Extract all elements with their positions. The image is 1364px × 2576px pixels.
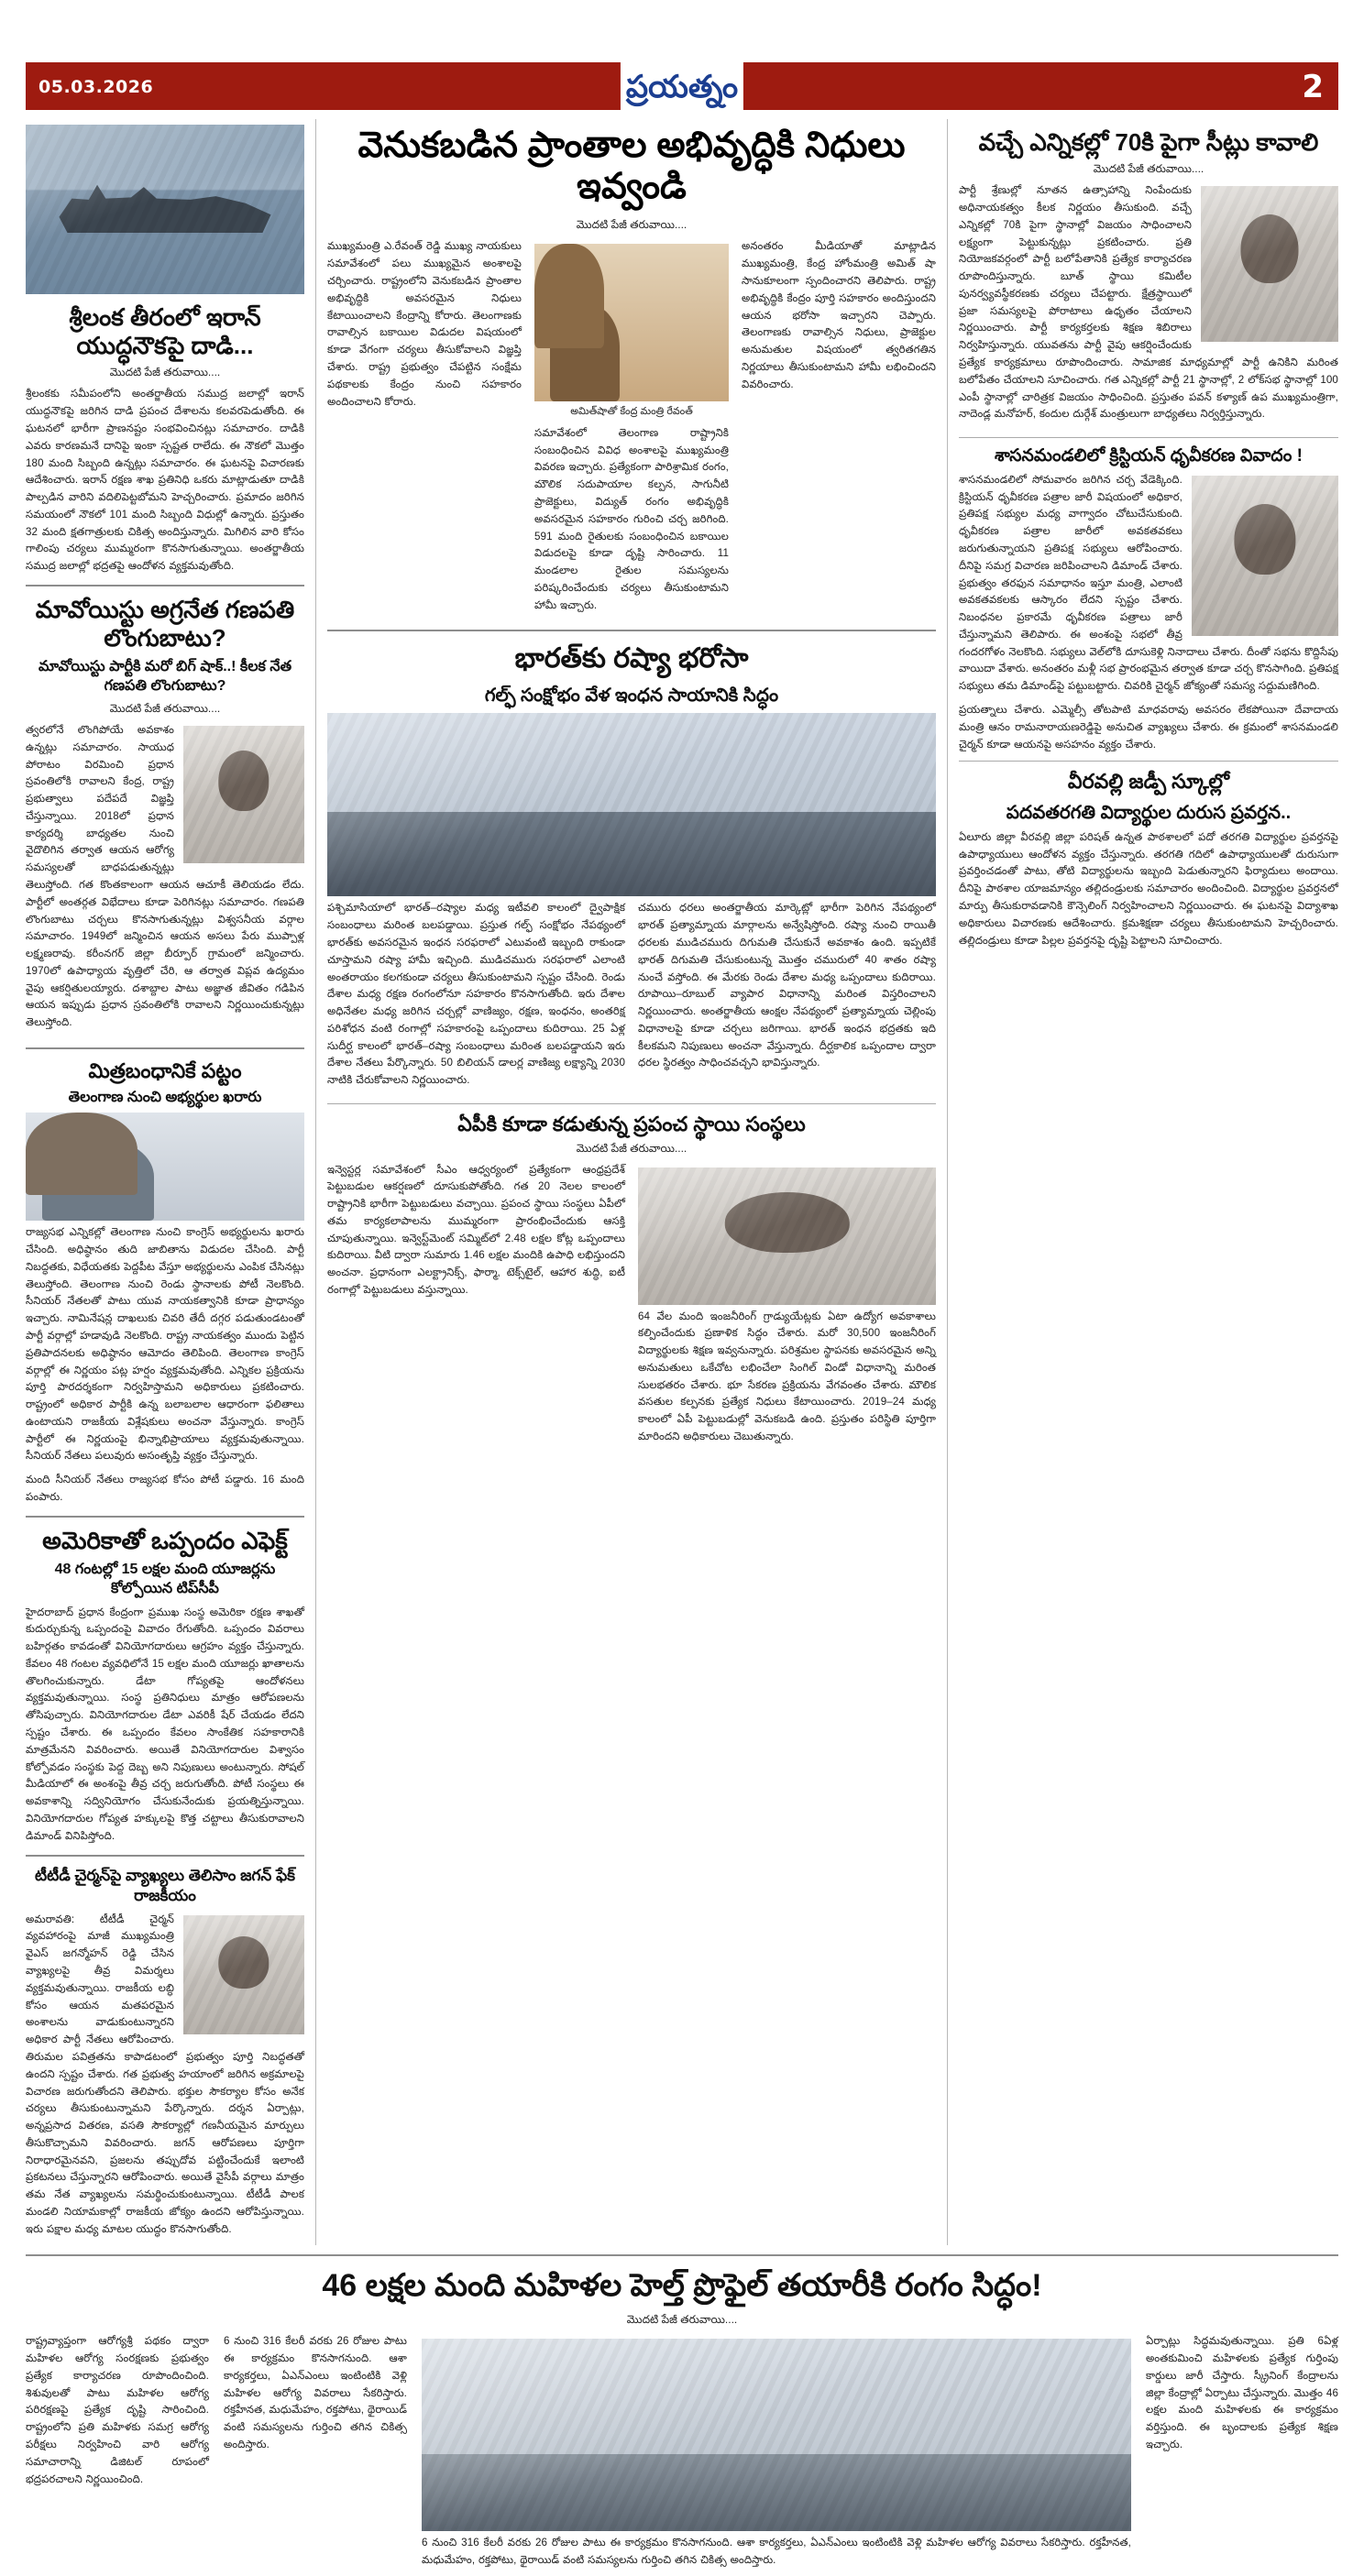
- divider: [26, 1047, 304, 1049]
- candidates-photo: [26, 1113, 304, 1221]
- lead-col-1: ముఖ్యమంత్రి ఎ.రేవంత్ రెడ్డి ముఖ్య నాయకులు సమావేశంలో పలు ముఖ్యమైన అంశాలపై చర్చించారు. రాష్ట్రంలోని వెనుకబడిన ప్రాంతాల అభివృద్ధికి అవసరమైన నిధులు కేటాయించాలని కేంద్రాన్ని కోరారు. తెలంగాణకు రావాల్సిన బకాయిల విడుదల విషయంలో కూడా వేగంగా చర్యలు తీసుకోవాలని విజ్ఞప్తి చేశారు. రాష్ట్ర ప్రభుత్వం చేపట్టిన సంక్షేమ పథకాలకు కేంద్రం నుంచి సహకారం అందించాలని కోరారు.: [327, 240, 522, 408]
- article-body-seats: పార్టీ శ్రేణుల్లో నూతన ఉత్సాహాన్ని నింపేందుకు అధినాయకత్వం కీలక నిర్ణయం తీసుకుంది. వచ్చే ఎన్నికల్లో 70కి పైగా స్థానాల్లో విజయం సాధించాలని లక్ష్యంగా పెట్టుకున్నట్లు ప్రకటించారు. ప్రతి నియోజకవర్గంలో పార్టీ బలోపేతానికి ప్రత్యేక కార్యాచరణ రూపొందిస్తున్నారు. బూత్ స్థాయి కమిటీల పునర్వ్యవస్థీకరణకు చర్యలు చేపట్టారు. క్షేత్రస్థాయిలో ప్రజా సమస్యలపై పోరాటాలు ఉధృతం చేయాలని నిర్ణయించారు. పార్టీ కార్యకర్తలకు శిక్షణ శిబిరాలు నిర్వహిస్తున్నారు. యువతను పార్టీ వైపు ఆకర్షించేందుకు ప్రత్యేక కార్యక్రమాలు రూపొందించారు. సామాజిక మాధ్యమాల్లో పార్టీ ఉనికిని మరింత బలోపేతం చేయాలని సూచించారు. గత ఎన్నికల్లో పార్టీ 21 స్థానాల్లో, 2 లోక్‌సభ స్థానాల్లో 100 ఎంపీ స్థానాల్లో చారిత్రక విజయం సాధించింది. ప్రస్తుతం పవన్ కళ్యాణ్ ఉప ముఖ్యమంత్రిగా, నాదెండ్ల మనోహర్, కందుల దుర్గేశ్ మంత్రులుగా బాధ్యతలు నిర్వర్తిస్తున్నారు.: [959, 184, 1338, 421]
- bottom-divider: [26, 2254, 1338, 2256]
- newspaper-page: [0, 62, 1364, 2567]
- article-subhead-veeravalli: పదవతరగతి విద్యార్థుల దురుస ప్రవర్తన..: [1006, 802, 1292, 823]
- continued-note: మొదటి పేజీ తరువాయి....: [1093, 162, 1204, 176]
- divider: [327, 1103, 936, 1104]
- divider: [26, 585, 304, 586]
- jagan-portrait: [183, 1915, 304, 2034]
- lead-article-body: [327, 238, 936, 620]
- right-column: [948, 119, 1338, 2245]
- article-headline-america: అమెరికాతో ఒప్పందం ఎఫెక్ట్: [42, 1526, 288, 1554]
- bottom-story: [26, 2267, 1338, 2576]
- putin-modi-photo: [327, 713, 936, 896]
- newspaper-logo: [621, 60, 743, 115]
- article-headline-seats: వచ్చే ఎన్నికల్లో 70కి పైగా సీట్లు కావాలి: [978, 128, 1319, 156]
- divider: [26, 1516, 304, 1518]
- divider: [327, 630, 936, 631]
- article-body-srilanka: శ్రీలంకకు సమీపంలోని అంతర్జాతీయ సముద్ర జలాల్లో ఇరాన్ యుద్ధనౌకపై జరిగిన దాడి ప్రపంచ దేశాలను కలవరపెడుతోంది. ఈ ఘటనలో భారీగా ప్రాణనష్టం సంభవించినట్లు సమాచారం. దాడికి ఎవరు కారణమనే దానిపై ఇంకా స్పష్టత రాలేదు. ఈ నౌకలో మొత్తం 180 మంది సిబ్బంది ఉన్నట్లు సమాచారం. ఈ ఘటనపై విచారణకు ఆదేశించారు. ఇరాన్ రక్షణ శాఖ ప్రతినిధి ఒకరు మాట్లాడుతూ దాడికి పాల్పడిన వారిని వదిలిపెట్టబోమని హెచ్చరించారు. ప్రమాదం జరిగిన సమయంలో నౌకలో 101 మంది సిబ్బంది విధుల్లో ఉన్నారు. ప్రస్తుతం 32 మంది క్షతగాత్రులకు చికిత్స అందిస్తున్నారు. మిగిలిన వారి కోసం గాలింపు చర్యలు ముమ్మరంగా కొనసాగుతున్నాయి. అంతర్జాతీయ సముద్ర జలాల్లో భద్రతపై ఆందోళన వ్యక్తమవుతోంది.: [26, 388, 304, 573]
- article-headline-health: 46 లక్షల మంది మహిళల హెల్త్ ప్రొఫైల్ తయారీకి రంగం సిద్ధం!: [322, 2267, 1042, 2303]
- ganapathy-portrait: [183, 726, 304, 863]
- publication-date: 05.03.2026: [38, 77, 154, 97]
- agencies-col-2: 64 వేల మంది ఇంజనీరింగ్ గ్రాడ్యుయేట్లకు ఏటా ఉద్యోగ అవకాశాలు కల్పించేందుకు ప్రణాళిక సిద్ధం చేశారు. మరో 30,500 ఇంజనీరింగ్ విద్యార్థులకు శిక్షణ ఇవ్వనున్నారు. పరిశ్రమల స్థాపనకు అవసరమైన అన్ని అనుమతులు ఒకేచోట లభించేలా సింగిల్ విండో విధానాన్ని మరింత సులభతరం చేశారు. భూ సేకరణ ప్రక్రియను వేగవంతం చేశారు. మౌలిక వసతుల కల్పనకు ప్రత్యేక నిధులు కేటాయించారు. 2019–24 మధ్య కాలంలో ఏపీ పెట్టుబడుల్లో వెనుకబడి ఉంది. ప్రస్తుతం పరిస్థితి పూర్తిగా మారిందని అధికారులు చెబుతున్నారు.: [638, 1310, 936, 1443]
- article-body-ttd: అమరావతి: టీటీడీ చైర్మన్ వ్యవహారంపై మాజీ ముఖ్యమంత్రి వైఎస్ జగన్మోహన్ రెడ్డి చేసిన వ్యాఖ్యలపై తీవ్ర విమర్శలు వ్యక్తమవుతున్నాయి. రాజకీయ లబ్ధి కోసం ఆయన మతపరమైన అంశాలను వాడుకుంటున్నారని అధికార పార్టీ నేతలు ఆరోపించారు. తిరుమల పవిత్రతను కాపాడటంలో ప్రభుత్వం పూర్తి నిబద్ధతతో ఉందని స్పష్టం చేశారు. గత ప్రభుత్వ హయాంలో జరిగిన అక్రమాలపై విచారణ జరుగుతోందని తెలిపారు. భక్తుల సౌకర్యాల కోసం అనేక చర్యలు తీసుకుంటున్నామని పేర్కొన్నారు. దర్శన ఏర్పాట్లు, అన్నప్రసాద వితరణ, వసతి సౌకర్యాల్లో గణనీయమైన మార్పులు తీసుకొచ్చామని వివరించారు. జగన్ ఆరోపణలు పూర్తిగా నిరాధారమైనవని, ప్రజలను తప్పుదోవ పట్టించేందుకే ఇలాంటి ప్రకటనలు చేస్తున్నారని ఆరోపించారు. అయితే వైసీపీ వర్గాలు మాత్రం తమ నేత వ్యాఖ్యలను సమర్థించుకుంటున్నాయి. టీటీడీ పాలక మండలి నియామకాల్లో రాజకీయ జోక్యం ఉందని ఆరోపిస్తున్నాయి. ఇరు పక్షాల మధ్య మాటల యుద్ధం కొనసాగుతోంది.: [26, 1913, 304, 2235]
- article-subhead-mitra: తెలంగాణ నుంచి అభ్యర్థుల ఖరారు: [68, 1089, 262, 1105]
- continued-note: మొదటి పేజీ తరువాయి....: [576, 1141, 688, 1155]
- left-column: [26, 119, 315, 2245]
- continued-note: మొదటి పేజీ తరువాయి....: [626, 2313, 738, 2327]
- russia-col-1: పశ్చిమాసియాలో భారత్‌–రష్యాల మధ్య ఇటీవలి కాలంలో ద్వైపాక్షిక సంబంధాలు మరింత బలపడ్డాయి. ప్రస్తుత గల్ఫ్ సంక్షోభం నేపథ్యంలో భారత్‌కు అవసరమైన ఇంధన సరఫరాలో ఎటువంటి ఇబ్బంది రాకుండా చూస్తామని రష్యా హామీ ఇచ్చింది. ముడిచమురు సరఫరాలో ఎలాంటి అంతరాయం కలగకుండా చర్యలు తీసుకుంటామని స్పష్టం చేసింది. రెండు దేశాల మధ్య రక్షణ రంగంలోనూ సహకారం కొనసాగుతోంది. ఇరు దేశాల అధినేతల మధ్య జరిగిన చర్చల్లో వాణిజ్యం, రక్షణ, ఇంధనం, అంతరిక్ష పరిశోధన వంటి రంగాల్లో సహకారంపై ఒప్పందాలు కుదిరాయి. 25 ఏళ్ల సుదీర్ఘ కాలంలో భారత్‌–రష్యా సంబంధాలు మరింత బలపడ్డాయని ఇరు దేశాల నేతలు పేర్కొన్నారు. 50 బిలియన్ డాలర్ల వాణిజ్య లక్ష్యాన్ని 2030 నాటికి చేరుకోవాలని నిర్ణయించారు.: [327, 902, 625, 1087]
- divider: [959, 437, 1338, 438]
- continued-note: మొదటి పేజీ తరువాయి....: [109, 366, 221, 379]
- article-body-christian: శాసనమండలిలో సోమవారం జరిగిన చర్చ వేడెక్కింది. క్రిస్టియన్ ధృవీకరణ పత్రాల జారీ విషయంలో అధికార, ప్రతిపక్ష సభ్యుల మధ్య వాగ్వాదం చోటుచేసుకుంది. ధృవీకరణ పత్రాల జారీలో అవకతవకలు జరుగుతున్నాయని ప్రతిపక్ష సభ్యులు ఆరోపించారు. దీనిపై సమగ్ర విచారణ జరిపించాలని డిమాండ్ చేశారు. ప్రభుత్వం తరఫున సమాధానం ఇస్తూ మంత్రి, ఎలాంటి అవకతవకలకు ఆస్కారం లేదని స్పష్టం చేశారు. నిబంధనల ప్రకారమే ధృవీకరణ పత్రాలు జారీ చేస్తున్నామని తెలిపారు. ఈ అంశంపై సభలో తీవ్ర గందరగోళం నెలకొంది. సభ్యులు వెల్‌లోకి దూసుకెళ్లి నినాదాలు చేశారు. దీంతో సభను కొద్దిసేపు వాయిదా వేశారు. అనంతరం మళ్లీ సభ ప్రారంభమైన తర్వాత కూడా చర్చ కొనసాగింది. ప్రతిపక్ష సభ్యులు తమ డిమాండ్‌పై పట్టుబట్టారు. చివరికి చైర్మన్ జోక్యంతో సమస్య సద్దుమణిగింది.: [959, 473, 1338, 693]
- health-col-1b: 6 నుంచి 316 కేలరీ వరకు 26 రోజుల పాటు ఈ కార్యక్రమం కొనసాగనుంది. ఆశా కార్యకర్తలు, ఏఎన్ఎంలు ఇంటింటికి వెళ్లి మహిళల ఆరోగ్య వివరాలు సేకరిస్తారు. రక్తహీనత, మధుమేహం, రక్తపోటు, థైరాయిడ్ వంటి సమస్యలను గుర్తించి తగిన చికిత్స అందిస్తారు.: [224, 2335, 407, 2451]
- continued-note: మొదటి పేజీ తరువాయి....: [576, 218, 688, 232]
- article-headline-russia: భారత్‌కు రష్యా భరోసా: [514, 643, 749, 674]
- article-headline-agencies: ఏపీకి కూడా కడుతున్న ప్రపంచ స్థాయి సంస్థలు: [457, 1113, 806, 1136]
- article-headline-veeravalli: వీరవల్లి జడ్పీ స్కూల్లో: [1067, 770, 1230, 794]
- article-body-mitra-2: మంది సీనియర్ నేతలు రాజ్యసభ కోసం పోటీ పడ్డారు. 16 మంది పంపారు.: [26, 1474, 304, 1504]
- speaker-portrait: [1192, 476, 1338, 636]
- russia-article-body: [327, 900, 936, 1096]
- leader-portrait-seats: [1201, 186, 1338, 342]
- article-headline-christian: శాసనమండలిలో క్రిస్టియన్ ధృవీకరణ వివాదం !: [995, 446, 1303, 466]
- article-headline-srilanka: శ్రీలంక తీరంలో ఇరాన్ యుద్ధనౌకపై దాడి...: [69, 303, 261, 360]
- article-body-mitra: రాజ్యసభ ఎన్నికల్లో తెలంగాణ నుంచి కాంగ్రెస్ అభ్యర్థులను ఖరారు చేసింది. అధిష్ఠానం తుది జాబితాను విడుదల చేసింది. పార్టీ నిబద్ధతకు, విధేయతకు పెద్దపీట వేస్తూ అభ్యర్థులను ఎంపిక చేసినట్లు తెలుస్తోంది. తెలంగాణ నుంచి రెండు స్థానాలకు పోటీ నెలకొంది. సీనియర్ నేతలతో పాటు యువ నాయకత్వానికి కూడా ప్రాధాన్యం ఇచ్చారు. నామినేషన్ల దాఖలుకు చివరి తేదీ దగ్గర పడుతుండటంతో పార్టీ వర్గాల్లో హడావుడి నెలకొంది. రాష్ట్ర నాయకత్వం ముందు పెట్టిన ప్రతిపాదనలకు అధిష్ఠానం ఆమోదం తెలిపింది. తెలంగాణ కాంగ్రెస్ వర్గాల్లో ఈ నిర్ణయం పట్ల హర్షం వ్యక్తమవుతోంది. ఎన్నికల ప్రక్రియను పూర్తి పారదర్శకంగా నిర్వహిస్తామని అధికారులు ప్రకటించారు. రాష్ట్రంలో అధికార పార్టీకి ఉన్న బలాబలాల ఆధారంగా ఫలితాలు ఉంటాయని రాజకీయ విశ్లేషకులు అంచనా వేస్తున్నారు. కాంగ్రెస్ పార్టీలో ఈ నిర్ణయంపై భిన్నాభిప్రాయాలు వ్యక్తమవుతున్నాయి. సీనియర్ నేతలు పలువురు అసంతృప్తి వ్యక్తం చేస్తున్నారు.: [26, 1226, 304, 1463]
- health-meeting-photo: [422, 2339, 1131, 2531]
- agencies-col-1: ఇన్వెస్టర్ల సమావేశంలో సీఎం ఆధ్వర్యంలో ప్రత్యేకంగా ఆంధ్రప్రదేశ్ పెట్టుబడుల ఆకర్షణలో దూసుకుపోతోంది. గత 20 నెలల కాలంలో రాష్ట్రానికి భారీగా పెట్టుబడులు వచ్చాయి. ప్రపంచ స్థాయి సంస్థలు ఏపీలో తమ కార్యకలాపాలను ముమ్మరంగా ప్రారంభించేందుకు ఆసక్తి చూపుతున్నాయి. ఇన్వెస్ట్‌మెంట్ సమ్మిట్‌లో 2.48 లక్షల కోట్ల ఒప్పందాలు కుదిరాయి. వీటి ద్వారా సుమారు 1.46 లక్షల మందికి ఉపాధి లభిస్తుందని అంచనా. ప్రధానంగా ఎలక్ట్రానిక్స్, ఫార్మా, టెక్స్‌టైల్, ఆహార శుద్ధి, ఐటీ రంగాల్లో పెట్టుబడులు వస్తున్నాయి.: [327, 1163, 625, 1297]
- article-subhead-maoist: మావోయిస్టు పార్టీకి మరో బిగ్ షాక్..! కీలక నేత గణపతి లొంగుబాటు?: [38, 659, 292, 695]
- health-article-body: [26, 2333, 1338, 2576]
- lead-col-2: సమావేశంలో తెలంగాణ రాష్ట్రానికి సంబంధించిన వివిధ అంశాలపై ముఖ్యమంత్రి వివరణ ఇచ్చారు. ప్రత్యేకంగా పారిశ్రామిక రంగం, మౌలిక సదుపాయాల కల్పన, సాగునీటి ప్రాజెక్టులు, విద్యుత్ రంగం అభివృద్ధికి అవసరమైన సహకారం గురించి చర్చ జరిగింది. 591 మంది రైతులకు సంబంధించిన బకాయిల విడుదలపై కూడా దృష్టి సారించారు. 11 మండలాల రైతుల సమస్యలను పరిష్కరించేందుకు చర్యలు తీసుకుంటామని హామీ ఇచ్చారు.: [534, 426, 729, 611]
- center-column: [315, 119, 948, 2245]
- health-col-2: 6 నుంచి 316 కేలరీ వరకు 26 రోజుల పాటు ఈ కార్యక్రమం కొనసాగనుంది. ఆశా కార్యకర్తలు, ఏఎన్ఎంలు ఇంటింటికి వెళ్లి మహిళల ఆరోగ్య వివరాలు సేకరిస్తారు. రక్తహీనత, మధుమేహం, రక్తపోటు, థైరాయిడ్ వంటి సమస్యలను గుర్తించి తగిన చికిత్స అందిస్తారు.: [422, 2537, 1131, 2567]
- article-subhead-america: 48 గంటల్లో 15 లక్షల మంది యూజర్లను కోల్పోయిన టిప్‌సీపీ: [54, 1561, 276, 1596]
- health-col-1: రాష్ట్రవ్యాప్తంగా ఆరోగ్యశ్రీ పథకం ద్వారా మహిళల ఆరోగ్య సంరక్షణకు ప్రభుత్వం ప్రత్యేక కార్యాచరణ రూపొందించింది. శిశువులతో పాటు మహిళల ఆరోగ్య పరిరక్షణపై ప్రత్యేక దృష్టి సారించింది. రాష్ట్రంలోని ప్రతి మహిళకు సమగ్ర ఆరోగ్య పరీక్షలు నిర్వహించి వారి ఆరోగ్య సమాచారాన్ని డిజిటల్ రూపంలో భద్రపరచాలని నిర్ణయించింది.: [26, 2335, 209, 2485]
- warship-photo: [26, 125, 304, 294]
- page-columns: [26, 119, 1338, 2245]
- photo-caption: అమిత్‌షాతో కేంద్ర మంత్రి రేవంత్: [570, 406, 693, 418]
- article-headline-maoist: మావోయిస్టు అగ్రనేత గణపతి లొంగుబాటు?: [35, 595, 295, 652]
- article-subhead-russia: గల్ఫ్ సంక్షోభం వేళ ఇంధన సాయానికి సిద్ధం: [484, 685, 779, 707]
- article-body-america: హైదరాబాద్ ప్రధాన కేంద్రంగా ప్రముఖ సంస్థ అమెరికా రక్షణ శాఖతో కుదుర్చుకున్న ఒప్పందంపై వివాదం రేగుతోంది. ఒప్పందం వివరాలు బహిర్గతం కావడంతో వినియోగదారులు ఆగ్రహం వ్యక్తం చేస్తున్నారు. కేవలం 48 గంటల వ్యవధిలోనే 15 లక్షల మంది యూజర్లు ఖాతాలను తొలగించుకున్నారు. డేటా గోప్యతపై ఆందోళనలు వ్యక్తమవుతున్నాయి. సంస్థ ప్రతినిధులు మాత్రం ఆరోపణలను తోసిపుచ్చారు. వినియోగదారుల డేటా ఎవరికీ షేర్ చేయడం లేదని స్పష్టం చేశారు. ఈ ఒప్పందం కేవలం సాంకేతిక సహకారానికి మాత్రమేనని వివరించారు. అయితే వినియోగదారుల విశ్వాసం కోల్పోవడం సంస్థకు పెద్ద దెబ్బ అని నిపుణులు అంటున్నారు. సోషల్ మీడియాలో ఈ అంశంపై తీవ్ర చర్చ జరుగుతోంది. పోటీ సంస్థలు ఈ అవకాశాన్ని సద్వినియోగం చేసుకునేందుకు ప్రయత్నిస్తున్నాయి. వినియోగదారుల గోప్యత హక్కులపై కొత్త చట్టాలు తీసుకురావాలని డిమాండ్ వినిపిస్తోంది.: [26, 1606, 304, 1842]
- divider: [26, 1855, 304, 1857]
- logo-text: ప్రయత్నం: [625, 71, 739, 104]
- agencies-article-body: [327, 1162, 936, 1452]
- divider: [959, 761, 1338, 762]
- lead-headline: వెనుకబడిన ప్రాంతాల అభివృద్ధికి నిధులు ఇవ్వండి: [358, 126, 906, 207]
- chandrababu-portrait: [638, 1167, 936, 1305]
- article-body-christian-2: ప్రయత్నాలు చేశారు. ఎమ్మెల్సీ తోటపాటి మాధవరావు అవసరం లేకపోయినా దేవాదాయ మంత్రి ఆనం రామనారాయణరెడ్డిపై అనుచిత వ్యాఖ్యలు చేశారు. ఈ క్రమంలో శాసనమండలి చైర్మన్ కూడా ఆయనపై అసహనం వ్యక్తం చేశారు.: [959, 704, 1338, 751]
- article-headline-ttd: టీటీడీ చైర్మన్‌పై వ్యాఖ్యలు తెలిసాం జగన్ ఫేక్ రాజకీయం: [34, 1866, 296, 1904]
- article-body-maoist: త్వరలోనే లొంగిపోయే అవకాశం ఉన్నట్లు సమాచారం. సాయుధ పోరాటం విరమించి ప్రధాన స్రవంతిలోకి రావాలని కేంద్ర, రాష్ట్ర ప్రభుత్వాలు పదేపదే విజ్ఞప్తి చేస్తున్నాయి. 2018లో ప్రధాన కార్యదర్శి బాధ్యతల నుంచి వైదొలిగిన తర్వాత ఆయన ఆరోగ్య సమస్యలతో బాధపడుతున్నట్లు తెలుస్తోంది. గత కొంతకాలంగా ఆయన ఆచూకీ తెలియడం లేదు. పార్టీలో అంతర్గత విభేదాలు కూడా పెరిగినట్లు సమాచారం. గణపతి లొంగుబాటు చర్చలు కొనసాగుతున్నట్లు విశ్వసనీయ వర్గాల సమాచారం. 1949లో జన్మించిన ఆయన అసలు పేరు ముప్పాళ్ల లక్ష్మణరావు. కరీంనగర్ జిల్లా బీర్పూర్ గ్రామంలో జన్మించారు. 1970లో ఉపాధ్యాయ వృత్తిలో చేరి, ఆ తర్వాత విప్లవ ఉద్యమం వైపు ఆకర్షితులయ్యారు. దశాబ్దాల పాటు అజ్ఞాత జీవితం గడిపిన ఆయన ఇప్పుడు ప్రధాన స్రవంతిలోకి రావాలని నిర్ణయించుకున్నట్లు తెలుస్తోంది.: [26, 723, 304, 1029]
- article-body-veeravalli: ఏలూరు జిల్లా వీరవల్లి జిల్లా పరిషత్ ఉన్నత పాఠశాలలో పదో తరగతి విద్యార్థుల ప్రవర్తనపై ఉపాధ్యాయులు ఆందోళన వ్యక్తం చేస్తున్నారు. తరగతి గదిలో ఉపాధ్యాయులతో దురుసుగా ప్రవర్తించడంతో పాటు, తోటి విద్యార్థులను ఇబ్బంది పెడుతున్నారని ఫిర్యాదులు అందాయి. దీనిపై పాఠశాల యాజమాన్యం తల్లిదండ్రులకు సమాచారం అందించింది. విద్యార్థుల ప్రవర్తనలో మార్పు తీసుకురావడానికి కౌన్సెలింగ్ నిర్వహించాలని నిర్ణయించారు. ఈ ఘటనపై విద్యాశాఖ అధికారులు విచారణకు ఆదేశించారు. క్రమశిక్షణా చర్యలు తీసుకుంటామని హెచ్చరించారు. తల్లిదండ్రులు కూడా పిల్లల ప్రవర్తనపై దృష్టి పెట్టాలని సూచించారు.: [959, 830, 1338, 947]
- lead-col-3: అనంతరం మీడియాతో మాట్లాడిన ముఖ్యమంత్రి, కేంద్ర హోంమంత్రి అమిత్ షా సానుకూలంగా స్పందించారని తెలిపారు. రాష్ట్ర అభివృద్ధికి కేంద్రం పూర్తి సహకారం అందిస్తుందని ఆయన భరోసా ఇచ్చారని చెప్పారు. తెలంగాణకు రావాల్సిన నిధులు, ప్రాజెక్టుల అనుమతుల విషయంలో త్వరితగతిన నిర్ణయాలు తీసుకుంటామని హామీ లభించిందని వివరించారు.: [742, 240, 936, 390]
- amitshah-revanth-photo: [534, 244, 729, 401]
- russia-col-2: చమురు ధరలు అంతర్జాతీయ మార్కెట్లో భారీగా పెరిగిన నేపథ్యంలో భారత్ ప్రత్యామ్నాయ మార్గాలను అన్వేషిస్తోంది. రష్యా నుంచి రాయితీ ధరలకు ముడిచమురు దిగుమతి చేసుకునే అవకాశం ఉంది. ఇప్పటికే భారత్ దిగుమతి చేసుకుంటున్న మొత్తం చమురులో 40 శాతం రష్యా నుంచే వస్తోంది. ఈ మేరకు రెండు దేశాల మధ్య ఒప్పందాలు కుదిరాయి. రూపాయి–రూబుల్ వ్యాపార విధానాన్ని మరింత విస్తరించాలని నిర్ణయించారు. అంతర్జాతీయ ఆంక్షల నేపథ్యంలో ప్రత్యామ్నాయ చెల్లింపు విధానాలపై కూడా చర్చలు జరిగాయి. భారత్ ఇంధన భద్రతకు ఇది కీలకమని నిపుణులు అంచనా వేస్తున్నారు. దీర్ఘకాలిక ఒప్పందాల ద్వారా ధరల స్థిరత్వం సాధించవచ్చని భావిస్తున్నారు.: [638, 902, 936, 1069]
- health-col-3: ఏర్పాట్లు సిద్ధమవుతున్నాయి. ప్రతి 6ఏళ్ల అంతకుమించి మహిళలకు ప్రత్యేక గుర్తింపు కార్డులు జారీ చేస్తారు. స్క్రీనింగ్ కేంద్రాలను జిల్లా కేంద్రాల్లో ఏర్పాటు చేస్తున్నారు. మొత్తం 46 లక్షల మంది మహిళలకు ఈ కార్యక్రమం వర్తిస్తుంది. ఈ బృందాలకు ప్రత్యేక శిక్షణ ఇచ్చారు.: [1146, 2335, 1338, 2451]
- continued-note: మొదటి పేజీ తరువాయి....: [109, 701, 221, 715]
- article-headline-mitra: మిత్రబంధానికే పట్టం: [88, 1059, 242, 1082]
- masthead: [26, 62, 1338, 110]
- page-number: 2: [1302, 69, 1324, 105]
